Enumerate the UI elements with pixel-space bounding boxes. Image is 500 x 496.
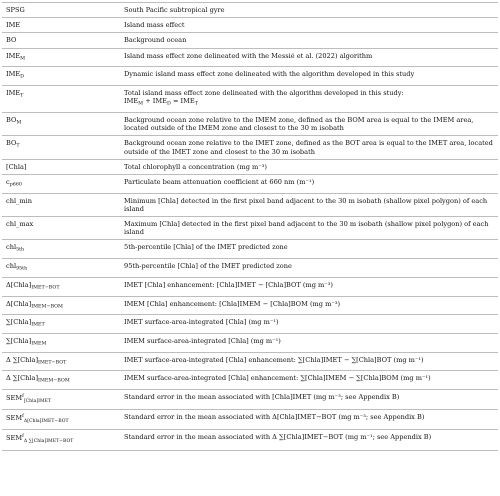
- table-row: [2, 112, 498, 135]
- term-cell: $BO_M$: [6, 115, 22, 126]
- definition-cell: South Pacific subtropical gyre: [124, 6, 225, 14]
- definition-cell: 5th-percentile [Chla] of the IMET predicted zone: [124, 243, 288, 252]
- definition-cell: IMET surface-area-integrated [Chla] (mg m⁻¹): [124, 318, 279, 327]
- term-cell: $SEM^f_{\Delta[Chla]IMET-BOT}$: [6, 414, 69, 425]
- table-row: [2, 333, 498, 352]
- table-row: [2, 48, 498, 67]
- term-cell: chl_max: [6, 220, 34, 229]
- term-cell: $\Delta[Chla]_{IMET-BOT}$: [6, 280, 60, 291]
- definition-cell: 95th-percentile [Chla] of the IMET predicted zone: [124, 262, 292, 271]
- table-row: [2, 33, 498, 48]
- table-row: [2, 3, 498, 18]
- definition-cell: Background ocean: [124, 36, 187, 45]
- term-cell: $\sum[Chla]_{IMET}$: [6, 318, 45, 328]
- table-row: [2, 18, 498, 33]
- term-cell: $\sum[Chla]_{IMEM}$: [6, 336, 47, 347]
- table-row: [2, 390, 498, 410]
- term-cell: Δ $\sum[Chla]_{IMEM-BOM}$: [6, 374, 70, 384]
- definition-cell: Island mass effect zone delineated with the Messié et al. (2022) algorithm: [124, 51, 373, 60]
- definition-cell: Background ocean zone relative to the IMEM zone, defined as the BOM area is equal to the IMEM area, located outside of the IMEM zone and closest to the 30 m isobath: [124, 115, 474, 133]
- table-row: [2, 259, 498, 278]
- table-row: [2, 352, 498, 371]
- definition-cell: Minimum [Chla] detected in the first pixel band adjacent to the 30 m isobath (shallow pixel polygon) of each island: [124, 196, 488, 213]
- term-cell: $IME_M$: [6, 51, 26, 62]
- definition-cell: Standard error in the mean associated with [Chla]IMET (mg m⁻³; see Appendix B): [124, 393, 400, 402]
- term-cell: $BO_T$: [6, 139, 20, 149]
- definition-cell: IMET surface-area-integrated [Chla] enhancement: ∑[Chla]IMET − ∑[Chla]BOT (mg m⁻¹): [124, 355, 424, 364]
- table-row: [2, 86, 498, 113]
- definition-cell: Particulate beam attenuation coefficient at 660 nm (m⁻¹): [124, 177, 315, 186]
- definition-cell: IMEM surface-area-integrated [Chla] (mg m⁻¹): [124, 336, 281, 345]
- definition-formula: $IME_M + IME_D = IME_T$: [124, 97, 198, 107]
- term-cell: $SEM^f_{[Chla]IMET}$: [6, 394, 52, 405]
- table-row: [2, 136, 498, 159]
- table-row: [2, 410, 498, 430]
- table-row: [2, 315, 498, 334]
- definition-cell: Background ocean zone relative to the IMET zone, defined as the BOT area is equal to the IMET area, located outside of the IMET zone and closest to the 30 m isobath: [124, 139, 493, 156]
- term-cell: IME: [6, 21, 21, 30]
- term-cell: SPSG: [6, 6, 25, 14]
- definition-cell: IMEM [Chla] enhancement: [Chla]IMEM − [Chla]BOM (mg m⁻³): [124, 299, 341, 308]
- term-cell: Δ $\sum[Chla]_{IMET-BOT}$: [6, 355, 67, 366]
- definition-cell: IMET [Chla] enhancement: [Chla]IMET − [Chla]BOT (mg m⁻³): [124, 280, 333, 289]
- table-row: [2, 217, 498, 240]
- table-row: [2, 240, 498, 259]
- abbreviation-table-body: [2, 3, 498, 451]
- term-cell: BO: [6, 36, 17, 45]
- definition-cell: IMEM surface-area-integrated [Chla] enhancement: ∑[Chla]IMEM − ∑[Chla]BOM (mg m⁻¹): [124, 374, 431, 383]
- definition-cell: Maximum [Chla] detected in the first pixel band adjacent to the 30 m isobath (shallow pixel polygon) of each island: [124, 220, 489, 237]
- term-cell: $\Delta[Chla]_{IMEM-BOM}$: [6, 299, 63, 310]
- term-cell: $IME_D$: [6, 70, 25, 80]
- term-cell: chl$_{95th}$: [6, 262, 28, 272]
- term-cell: $c_{p660}$: [6, 177, 22, 188]
- definition-cell: Standard error in the mean associated with Δ[Chla]IMET−BOT (mg m⁻³; see Appendix B): [124, 413, 425, 422]
- table-row: [2, 193, 498, 216]
- term-cell: chl$_{5th}$: [6, 243, 25, 253]
- table-row: [2, 371, 498, 390]
- table-row: [2, 174, 498, 193]
- table-row: [2, 159, 498, 174]
- term-cell: $IME_T$: [6, 89, 24, 99]
- table-row: [2, 430, 498, 450]
- definition-cell: Standard error in the mean associated with Δ ∑[Chla]IMET−BOT (mg m⁻¹; see Appendix B): [124, 433, 432, 442]
- definition-cell: Dynamic island mass effect zone delineated with the algorithm developed in this study: [124, 70, 415, 79]
- table-row: [2, 277, 498, 296]
- term-cell: chl_min: [6, 196, 32, 205]
- table-row: [2, 296, 498, 315]
- term-cell: $SEM^f_{\Delta \sum[Chla]IMET-BOT}$: [6, 434, 74, 445]
- table-row: [2, 67, 498, 86]
- definition-line: Total island mass effect zone delineated with the algorithm developed in this study:: [124, 89, 404, 98]
- definition-cell: Island mass effect: [124, 21, 185, 30]
- definition-cell: [120, 86, 498, 113]
- definition-cell: Total chlorophyll a concentration (mg m⁻³): [124, 162, 267, 171]
- abbreviation-table: [2, 2, 498, 451]
- term-cell: [Chla]: [6, 162, 27, 171]
